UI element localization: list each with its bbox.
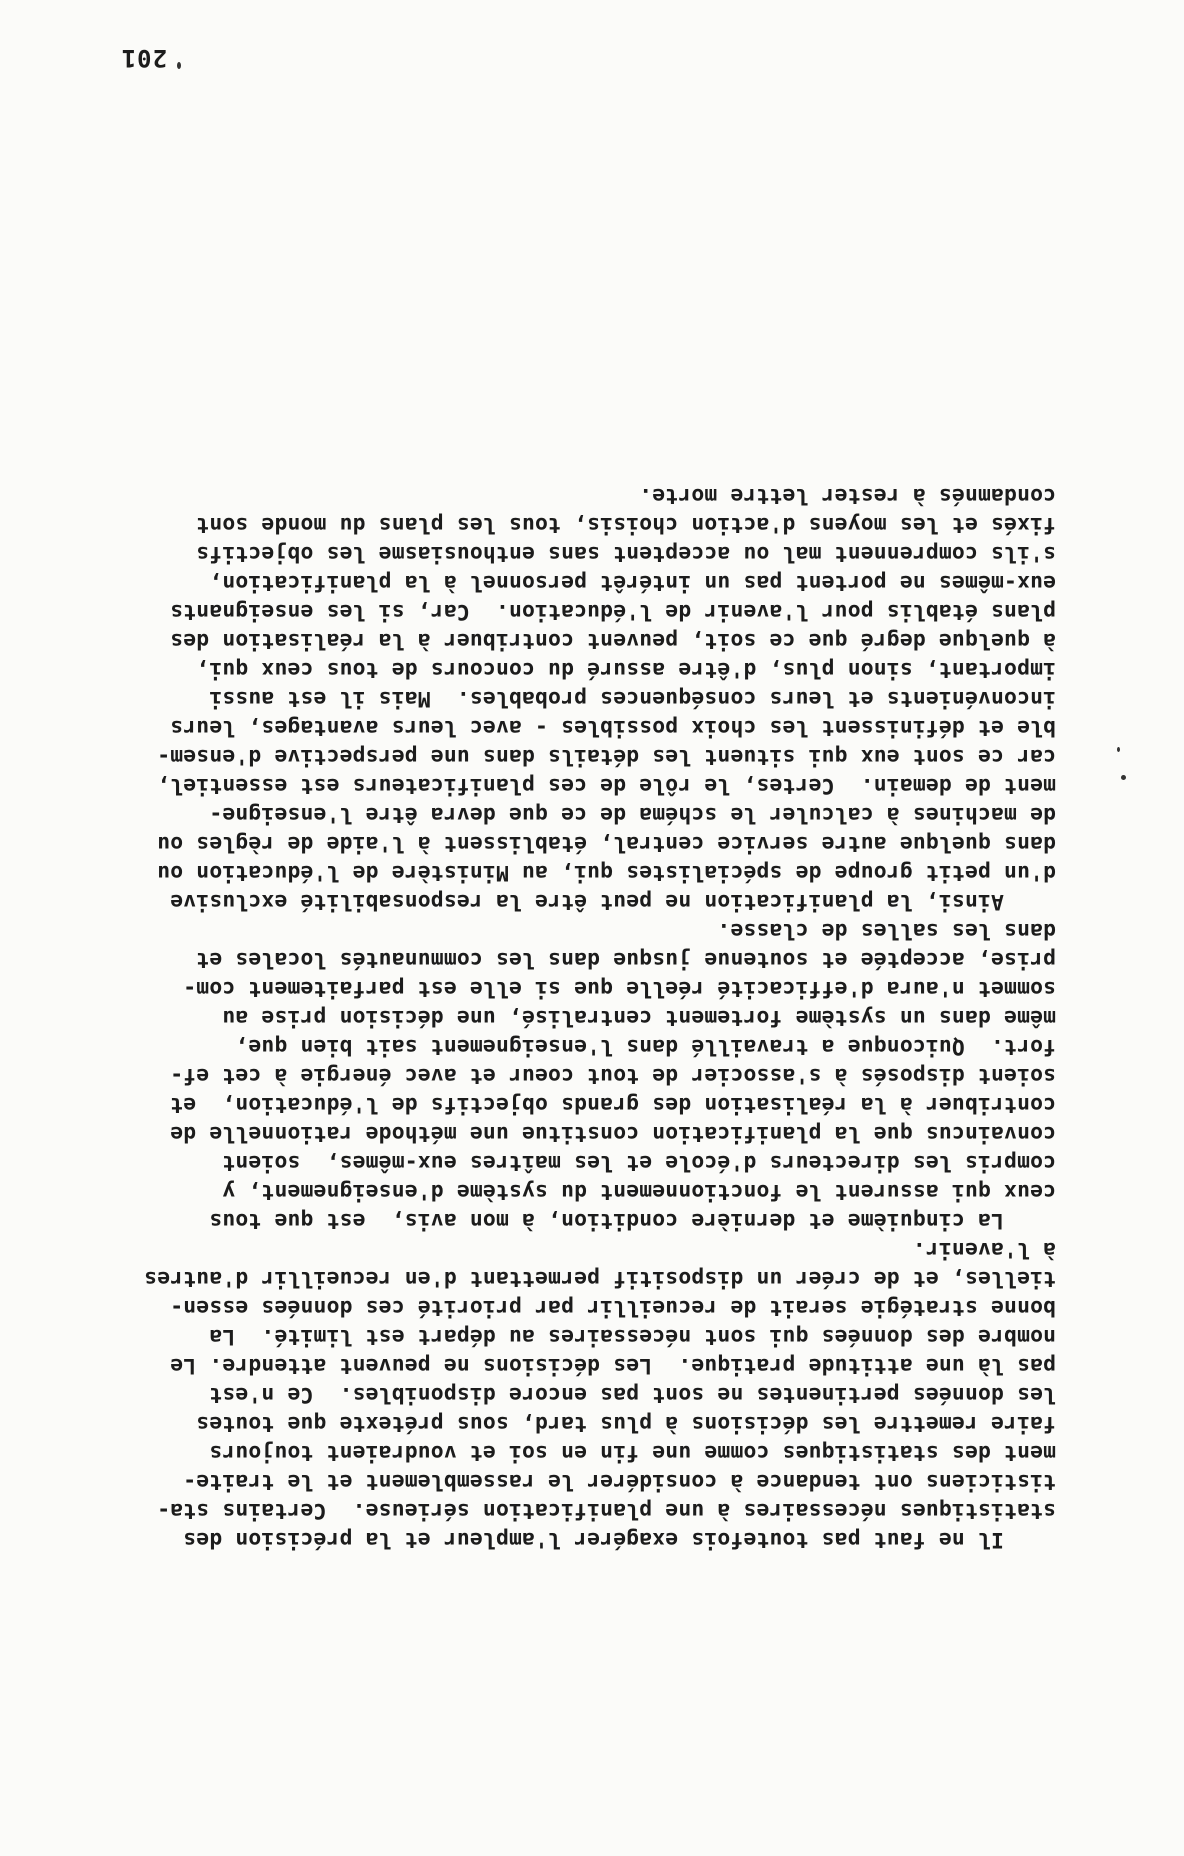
text-line: tisticiens ont tendance à considérer le rassemblement et le traite- [183,1469,1056,1494]
text-line: faire remettre les décisions à plus tard, sous prétexte que toutes [196,1411,1056,1436]
text-line: de machines à calculer le schéma de ce que devra être l'enseigne- [209,802,1056,827]
page-number: 201 [120,44,167,72]
text-line: fort. Quiconque a travaillé dans l'enseignement sait bien que, [235,1034,1056,1059]
text-line: convaincus que la planification constitue une méthode rationnelle de [170,1121,1056,1146]
text-line: sommet n'aura d'efficacité réelle que si elle est parfaitement com- [183,976,1056,1001]
text-line: tielles, et de créer un dispositif permettant d'en recueillir d'autres [144,1266,1056,1291]
text-line: Il ne faut pas toutefois exagérer l'ampleur et la précision des [183,1527,1056,1552]
text-line: eux-mêmes ne portent pas un intérêt personnel à la planification, [209,570,1056,595]
text-line: nombre des données qui sont nécessaires au départ est limité. La [209,1324,1056,1349]
text-line: bonne stratégie serait de recueillir par priorité ces données essen- [170,1295,1056,1320]
scan-speck [1121,775,1126,780]
text-line: ble et définissent les choix possibles - avec leurs avantages, leurs [170,715,1056,740]
scan-speck [177,62,181,69]
paragraph-fifth-condition [170,916,1056,1235]
text-line: Ainsi, la planification ne peut être la responsabilité exclusive [170,889,1056,914]
text-line: à l'avenir. [912,1237,1056,1262]
text-line: condamnés à rester lettre morte. [639,483,1056,508]
text-line: s'ils comprennent mal ou acceptent sans enthousiasme les objectifs [196,541,1056,566]
text-line: dans quelque autre service central, établissent à l'aide de règles ou [157,831,1056,856]
text-line: ment de demain. Certes, le rôle de ces planificateurs est essentiel, [157,773,1056,798]
text-line: dans les salles de classe. [717,918,1056,943]
scan-speck [1117,747,1120,752]
text-line: les données pertinentes ne sont pas encore disponibles. Ce n'est [209,1382,1056,1407]
text-line: La cinquième et dernière condition, à mon avis, est que tous [209,1208,1056,1233]
text-line: contribuer à la réalisation des grands objectifs de l'éducation, et [170,1092,1056,1117]
text-line: statistiques nécessaires à une planification sérieuse. Certains sta- [157,1498,1056,1523]
text-line: d'un petit groupe de spécialistes qui, au Ministère de l'éducation ou [157,860,1056,885]
text-line: ceux qui assurent le fonctionnement du système d'enseignement, y [222,1179,1056,1204]
text-line: à quelque degré que ce soit, peuvent contribuer à la réalisation des [170,628,1056,653]
body-text [144,481,1056,1554]
text-line: car ce sont eux qui situent les détails dans une perspective d'ensem- [157,744,1056,769]
text-line: inconvénients et leurs conséquences probables. Mais il est aussi [209,686,1056,711]
text-line: plans établis pour l'avenir de l'éducation. Car, si les enseignants [170,599,1056,624]
text-line: important, sinon plus, d'être assuré du concours de tous ceux qui, [196,657,1056,682]
text-line: même dans un système fortement centralisé, une décision prise au [222,1005,1056,1030]
text-line: fixés et les moyens d'action choisis, tous les plans du monde sont [196,512,1056,537]
text-line: soient disposés à s'associer de tout coeur et avec énergie à cet ef- [170,1063,1056,1088]
text-line: compris les directeurs d'école et les maîtres eux-mêmes, soient [222,1150,1056,1175]
text-line: pas là une attitude pratique. Les décisions ne peuvent attendre. Le [170,1353,1056,1378]
text-line: prise, acceptée et soutenue jusque dans les communautés locales et [196,947,1056,972]
paragraph-statistics [144,1235,1056,1554]
paragraph-responsibility [157,481,1056,916]
text-line: ment des statistiques comme une fin en soi et voudraient toujours [209,1440,1056,1465]
